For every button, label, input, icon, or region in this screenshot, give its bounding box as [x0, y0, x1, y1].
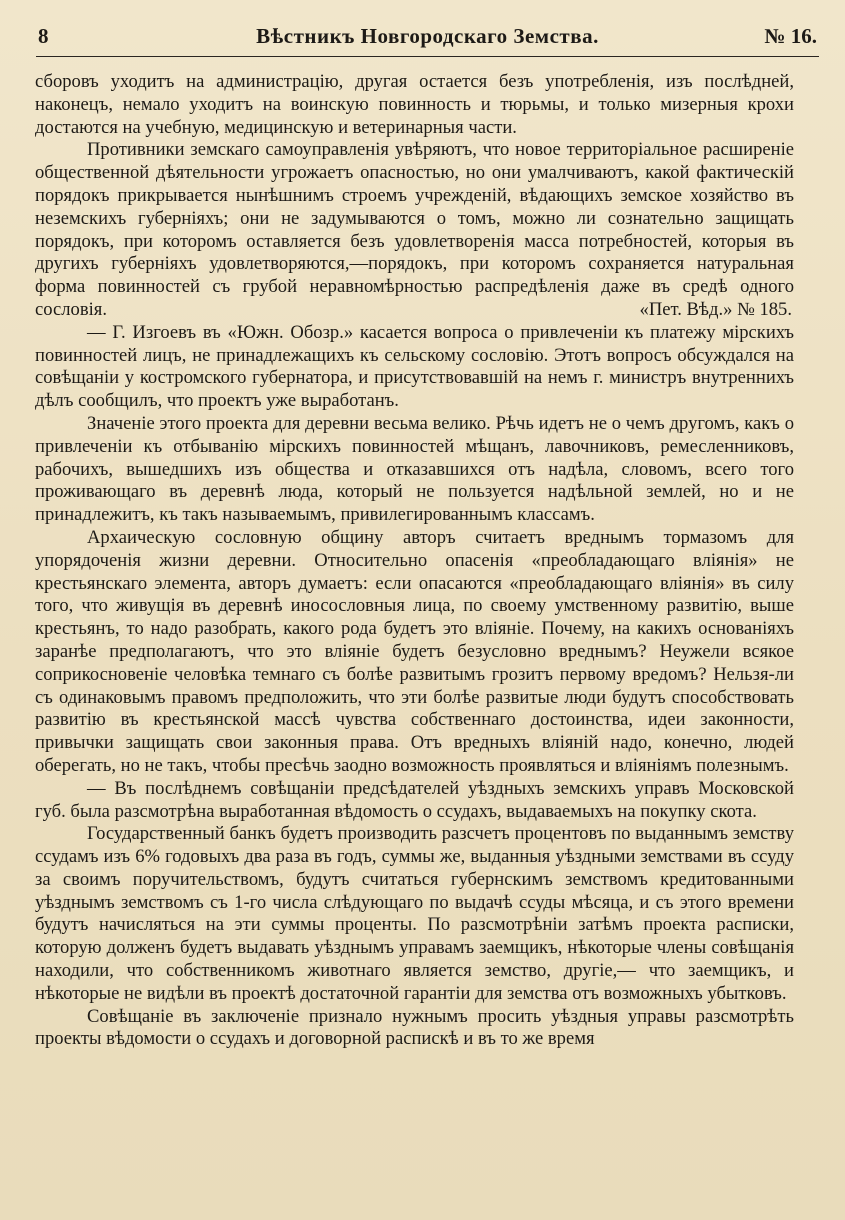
paragraph-text: Противники земскаго самоуправленія увѣряютъ, что новое территоріальное расширеніе общественной дѣятельности угрожаетъ опасностью, но они умалчиваютъ, какой фактическій порядокъ прикрывается нынѣшнимъ строемъ учрежденій, вѣдающихъ земское хозяйство въ неземскихъ губерніяхъ; они не задумываются о томъ, можно ли сознательно защищать порядокъ, при которомъ оставляется безъ удовлетворенія масса потребностей, которыя въ другихъ губерніяхъ удовлетворяются,—порядокъ, при которомъ сохраняется натуральная форма повинностей съ грубой неравномѣрностью распредѣленія даже въ средѣ одного сословія. [35, 139, 794, 320]
header-rule [36, 56, 819, 57]
paragraph: Совѣщаніе въ заключеніе признало нужнымъ просить уѣздныя управы разсмотрѣть проекты вѣдомости о ссудахъ и договорной распискѣ и въ то же время [35, 1005, 794, 1050]
issue-number: № 16. [764, 24, 817, 48]
page-header [38, 22, 817, 52]
source-citation: «Пет. Вѣд.» № 185. [639, 298, 792, 320]
paragraph: Значеніе этого проекта для деревни весьма велико. Рѣчь идетъ не о чемъ другомъ, какъ о привлеченіи къ отбыванію мірскихъ повинностей мѣщанъ, лавочниковъ, ремесленниковъ, рабочихъ, вышедшихъ изъ общества и отказавшихся отъ надѣла, словомъ, всего того проживающаго въ деревнѣ люда, который не пользуется надѣльной землей, но и не принадлежитъ, къ такъ называемымъ, привилегированнымъ классамъ. [35, 412, 794, 526]
paragraph: — Въ послѣднемъ совѣщаніи предсѣдателей уѣздныхъ земскихъ управъ Московской губ. была разсмотрѣна выработанная вѣдомость о ссудахъ, выдаваемыхъ на покупку скота. [35, 777, 794, 822]
page-number: 8 [38, 24, 49, 48]
paragraph [35, 139, 794, 321]
paragraph: сборовъ уходитъ на администрацію, другая остается безъ употребленія, изъ послѣдней, наконецъ, немало уходитъ на воинскую повинность и тюрьмы, и только мизерныя крохи достаются на учебную, медицинскую и ветеринарныя части. [35, 71, 794, 138]
paragraph: — Г. Изгоевъ въ «Южн. Обозр.» касается вопроса о привлеченіи къ платежу мірскихъ повинностей лицъ, не принадлежащихъ къ сельскому сословію. Этотъ вопросъ обсуждался на совѣщаніи у костромского губернатора, и присутствовавшій на немъ г. министръ внутреннихъ дѣлъ сообщилъ, что проектъ уже выработанъ. [35, 321, 794, 412]
paragraph: Государственный банкъ будетъ производить разсчетъ процентовъ по выданнымъ земству ссудамъ изъ 6% годовыхъ два раза въ годъ, суммы же, выданныя уѣздными земствами въ ссуду за своимъ поручительствомъ, будутъ считаться губернскимъ земствомъ кредитованными уѣзднымъ земствомъ съ 1-го числа слѣдующаго по выдачѣ ссуды мѣсяца, и съ этого времени будутъ начисляться на эти суммы проценты. По разсмотрѣніи затѣмъ проекта расписки, которую долженъ будетъ выдавать уѣзднымъ управамъ заемщикъ, нѣкоторые члены совѣщанія находили, что собственникомъ животнаго является земство, другіе,— что заемщикъ, и нѣкоторые не видѣли въ проектѣ достаточной гарантіи для земства отъ возможныхъ убытковъ. [35, 823, 794, 1004]
journal-title: Вѣстникъ Новгородскаго Земства. [256, 24, 599, 48]
article-body [35, 71, 794, 1051]
paragraph: Архаическую сословную общину авторъ считаетъ вреднымъ тормазомъ для упорядоченія жизни деревни. Относительно опасенія «преобладающаго вліянія» не крестьянскаго элемента, авторъ думаетъ: если опасаются «преобладающаго вліянія» въ силу того, что живущія въ деревнѣ иносословныя лица, по своему умственному развитію, выше крестьянъ, то надо разобрать, какого рода будетъ это вліяніе. Почему, на какихъ основаніяхъ заранѣе предполагаютъ, что это вліяніе будетъ безусловно вреднымъ? Неужели всякое соприкосновеніе человѣка темнаго съ болѣе развитымъ грозитъ первому вредомъ? Нельзя-ли съ одинаковымъ правомъ предположить, что эти болѣе развитые люди будутъ способствовать развитію въ крестьянской массѣ чувства собственнаго достоинства, идеи законности, привычки защищать свои законныя права. Отъ вредныхъ вліяній надо, конечно, людей оберегать, но не такъ, чтобы пресѣчь заодно возможность проявляться и вліяніямъ полезнымъ. [35, 526, 794, 776]
